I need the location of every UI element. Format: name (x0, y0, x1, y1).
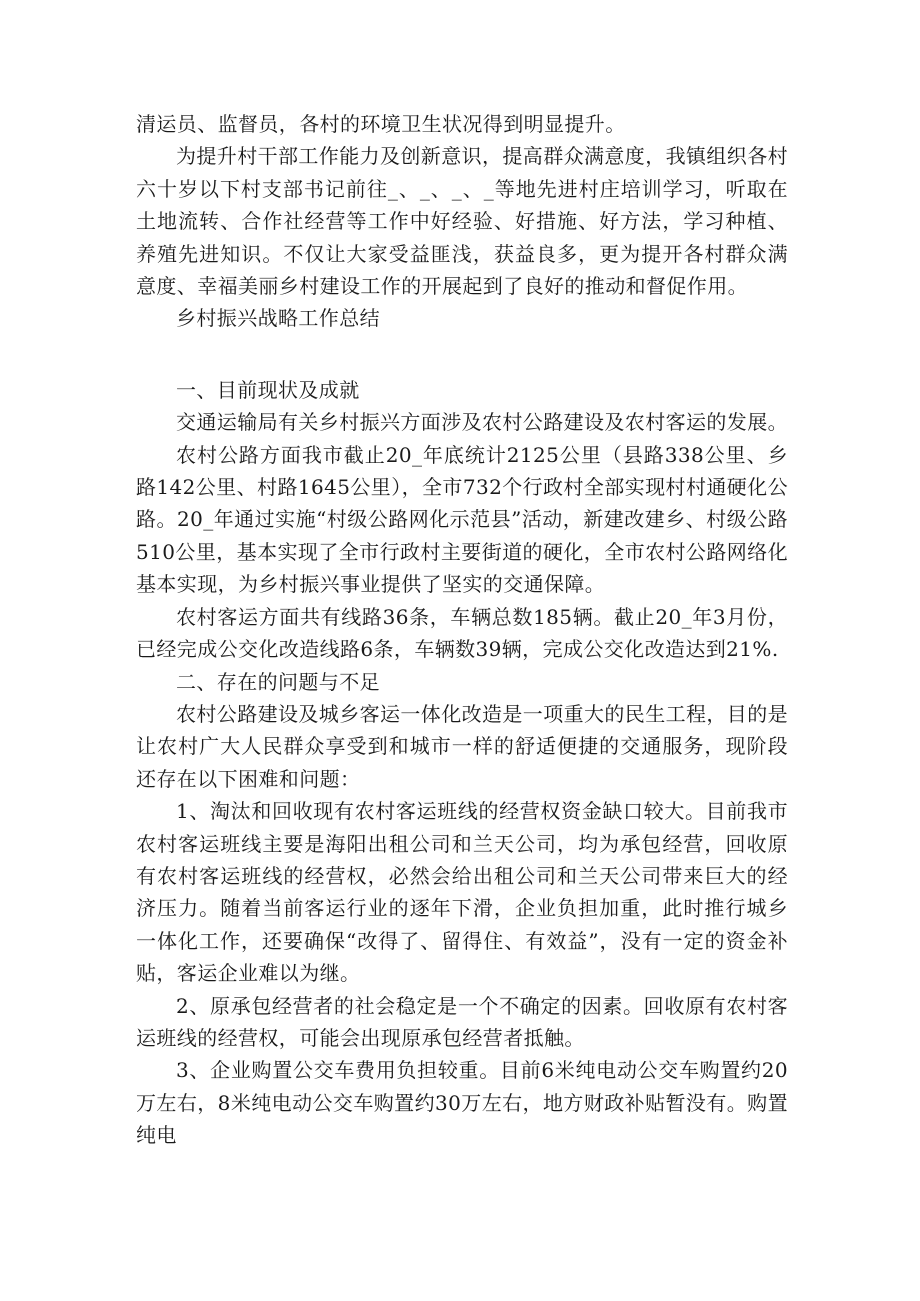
document-page (136, 108, 788, 1152)
paragraph-problems-intro: 农村公路建设及城乡客运一体化改造是一项重大的民生工程，目的是让农村广大人民群众享受到和城市一样的舒适便捷的交通服务，现阶段还存在以下困难和问题： (136, 701, 788, 791)
paragraph-problem-1: 1、淘汰和回收现有农村客运班线的经营权资金缺口较大。目前我市农村客运班线主要是海阳出租公司和兰天公司，均为承包经营，回收原有农村客运班线的经营权，必然会给出租公司和兰天公司带来巨大的经济压力。随着当前客运行业的逐年下滑，企业负担加重，此时推行城乡一体化工作，还要确保“改得了、留得住、有效益”，没有一定的资金补贴，客运企业难以为继。 (136, 799, 788, 986)
heading-problems: 二、存在的问题与不足 (176, 669, 380, 694)
paragraph-problem-2: 2、原承包经营者的社会稳定是一个不确定的因素。回收原有农村客运班线的经营权，可能会出现原承包经营者抵触。 (136, 993, 788, 1050)
paragraph-rural-transit: 农村客运方面共有线路36条，车辆总数185辆。截止20_年3月份，已经完成公交化改造线路6条，车辆数39辆，完成公交化改造达到21%. (136, 604, 788, 662)
paragraph-problem-3: 3、企业购置公交车费用负担较重。目前6米纯电动公交车购置约20万左右，8米纯电动公交车购置约30万左右，地方财政补贴暂没有。购置纯电 (136, 1058, 788, 1148)
paragraph-transport-intro: 交通运输局有关乡村振兴方面涉及农村公路建设及农村客运的发展。 (176, 410, 788, 435)
section-title: 乡村振兴战略工作总结 (176, 306, 380, 331)
paragraph-rural-roads: 农村公路方面我市截止20_年底统计2125公里（县路338公里、乡路142公里、村路1645公里），全市732个行政村全部实现村村通硬化公路。20_年通过实施“村级公路网化示范县”活动，新建改建乡、村级公路510公里，基本实现了全市行政村主要街道的硬化，全市农村公路网络化基本实现，为乡村振兴事业提供了坚实的交通保障。 (136, 442, 788, 597)
paragraph-1: 清运员、监督员，各村的环境卫生状况得到明显提升。 (136, 112, 626, 136)
paragraph-2: 为提升村干部工作能力及创新意识，提高群众满意度，我镇组织各村六十岁以下村支部书记前往_、_、_、_等地先进村庄培训学习，听取在土地流转、合作社经营等工作中好经验、好措施、好方法，学习种植、养殖先进知识。不仅让大家受益匪浅，获益良多，更为提开各村群众满意度、幸福美丽乡村建设工作的开展起到了良好的推动和督促作用。 (136, 144, 788, 299)
blank-line (136, 335, 788, 374)
heading-current-status: 一、目前现状及成就 (176, 377, 360, 402)
